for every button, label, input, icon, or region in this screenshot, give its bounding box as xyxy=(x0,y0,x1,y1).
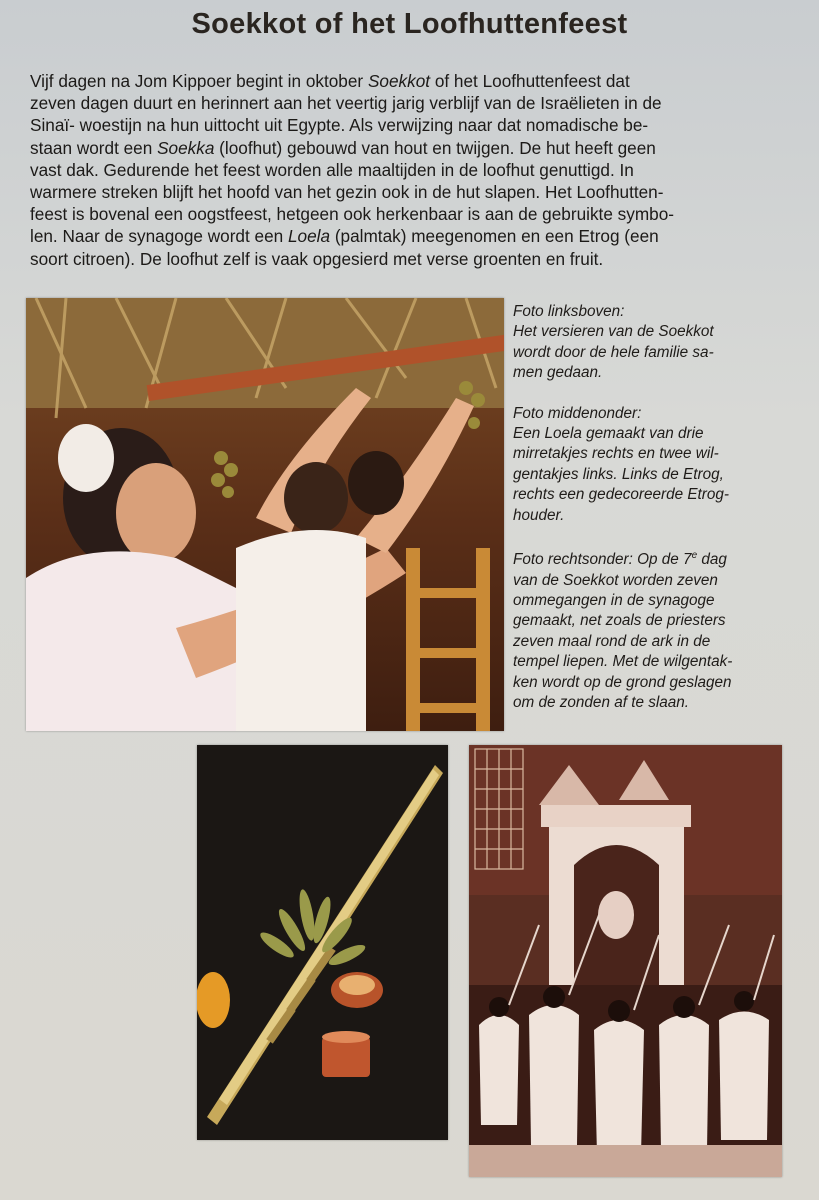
intro-line xyxy=(30,181,790,203)
caption-line: houder. xyxy=(513,506,565,524)
caption-bottom-middle xyxy=(513,404,803,526)
intro-text: (palmtak) meegenomen en een Etrog (een xyxy=(330,226,659,247)
caption-bottom-right xyxy=(513,546,803,713)
intro-line xyxy=(30,92,790,114)
intro-text: of het Loofhuttenfeest dat xyxy=(430,71,630,91)
intro-line xyxy=(30,225,790,247)
intro-text: feest is bovenal een oogstfeest, hetgeen ook herkenbaar is aan de gebruikte symbo- xyxy=(30,204,674,225)
page-title: Soekkot of het Loofhuttenfeest xyxy=(191,8,628,40)
photo-family-decorating-sukkah xyxy=(26,298,504,731)
photo-captions xyxy=(513,302,803,733)
intro-text: staan wordt een xyxy=(30,137,158,158)
caption-line: om de zonden af te slaan. xyxy=(513,694,690,711)
caption-line: gemaakt, net zoals de priesters xyxy=(513,612,726,630)
intro-emphasis: Loela xyxy=(287,226,331,247)
intro-line xyxy=(30,70,790,92)
intro-line xyxy=(30,203,790,225)
intro-line xyxy=(30,248,790,270)
photo-lulav-and-etrog xyxy=(197,745,448,1140)
intro-text: Vijf dagen na Jom Kippoer begint in oktober xyxy=(30,71,368,91)
caption-heading: Foto linksboven: xyxy=(513,303,625,320)
caption-line: mirretakjes rechts en twee wil- xyxy=(513,445,719,463)
caption-line: ommegangen in de synagoge xyxy=(513,591,715,609)
caption-top-left xyxy=(513,302,803,384)
caption-line: men gedaan. xyxy=(513,364,603,382)
intro-paragraph xyxy=(30,70,790,270)
intro-text: Sinaï- woestijn na hun uittocht uit Egypte. Als verwijzing naar dat nomadische be- xyxy=(30,115,649,136)
caption-line: tempel liepen. Met de wilgentak- xyxy=(513,653,733,671)
intro-line xyxy=(30,137,790,159)
caption-line: van de Soekkot worden zeven xyxy=(513,571,718,589)
intro-line xyxy=(30,159,790,181)
caption-line: zeven maal rond de ark in de xyxy=(513,632,711,650)
intro-text: warmere streken blijft het hoofd van het gezin ook in de hut slapen. Het Loofhutten- xyxy=(30,182,664,203)
intro-text: soort citroen). De loofhut zelf is vaak opgesierd met verse groenten en fruit. xyxy=(30,248,604,269)
intro-emphasis: Soekka xyxy=(157,137,215,158)
intro-line xyxy=(30,114,790,136)
intro-text: zeven dagen duurt en herinnert aan het veertig jarig verblijf van de Israëlieten in de xyxy=(30,93,662,114)
caption-line: wordt door de hele familie sa- xyxy=(513,343,714,361)
caption-line: Het versieren van de Soekkot xyxy=(513,323,714,341)
intro-emphasis: Soekkot xyxy=(367,71,431,91)
caption-line: rechts een gedecoreerde Etrog- xyxy=(513,486,729,504)
intro-text: (loofhut) gebouwd van hout en twijgen. De hut heeft geen xyxy=(214,137,656,158)
caption-line: ken wordt op de grond geslagen xyxy=(513,673,732,691)
photo-synagogue-procession xyxy=(469,745,782,1177)
intro-text: len. Naar de synagoge wordt een xyxy=(30,226,288,247)
caption-line: gentakjes links. Links de Etrog, xyxy=(513,465,724,483)
caption-first-line: Foto rechtsonder: Op de 7e dag xyxy=(513,550,727,569)
caption-line: Een Loela gemaakt van drie xyxy=(513,425,704,443)
intro-text: vast dak. Gedurende het feest worden alle maaltijden in de loofhut genuttigd. In xyxy=(30,159,634,180)
caption-heading: Foto middenonder: xyxy=(513,404,642,422)
